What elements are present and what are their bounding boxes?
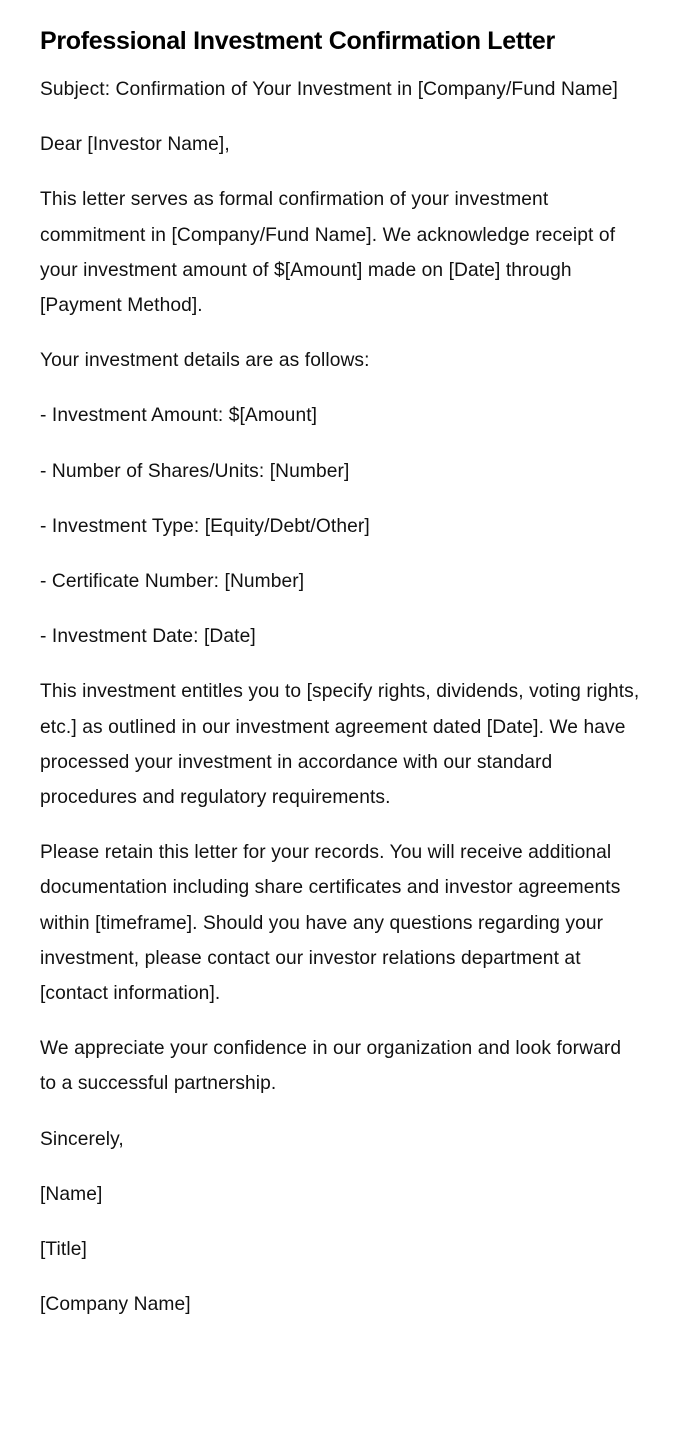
detail-certificate-number: - Certificate Number: [Number] <box>40 571 305 593</box>
signature-company: [Company Name] <box>40 1294 191 1316</box>
detail-investment-amount: - Investment Amount: $[Amount] <box>40 405 318 427</box>
signature-name: [Name] <box>40 1183 103 1205</box>
closing: Sincerely, <box>40 1128 124 1150</box>
detail-investment-type: - Investment Type: [Equity/Debt/Other] <box>40 515 370 537</box>
retain-paragraph: Please retain this letter for your records. You will receive additional documentation including share certificates and investor agreements within [timeframe]. Should you have any questions regarding your investment, please contact our investor relations department at [contact information]. <box>40 842 621 1005</box>
greeting: Dear [Investor Name], <box>40 134 230 156</box>
letter-document <box>40 22 640 1342</box>
detail-investment-date: - Investment Date: [Date] <box>40 626 256 648</box>
signature-title: [Title] <box>40 1239 87 1261</box>
subject-line: Subject: Confirmation of Your Investment in [Company/Fund Name] <box>40 79 618 100</box>
detail-number-of-shares: - Number of Shares/Units: [Number] <box>40 460 350 482</box>
rights-paragraph: This investment entitles you to [specify rights, dividends, voting rights, etc.] as outlined in our investment agreement dated [Date]. We have processed your investment in accordance with our standard procedures and regulatory requirements. <box>40 681 640 809</box>
letter-title: Professional Investment Confirmation Letter <box>40 27 555 55</box>
intro-paragraph: This letter serves as formal confirmation of your investment commitment in [Company/Fund Name]. We acknowledge receipt of your investment amount of $[Amount] made on [Date] through [Payment Method]. <box>40 189 616 317</box>
details-heading: Your investment details are as follows: <box>40 350 370 372</box>
appreciation-paragraph: We appreciate your confidence in our organization and look forward to a successful partnership. <box>40 1038 622 1095</box>
